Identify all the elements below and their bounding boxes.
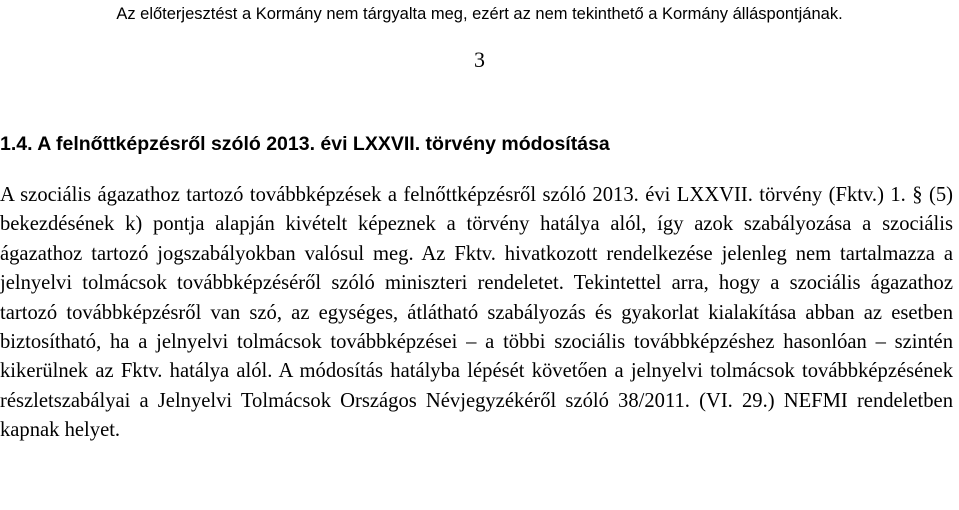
- section-heading: 1.4. A felnőttképzésről szóló 2013. évi LXXVII. törvény módosítása: [0, 133, 610, 155]
- header-disclaimer: Az előterjesztést a Kormány nem tárgyalta meg, ezért az nem tekinthető a Kormány álláspontjának.: [116, 5, 843, 23]
- body-paragraph: A szociális ágazathoz tartozó továbbképzések a felnőttképzésről szóló 2013. évi LXXVII. törvény (Fktv.) 1. § (5) bekezdésének k) pontja alapján kivételt képeznek a törvény hatálya alól, így azok szabályozása a szociális ágazathoz tartozó jogszabályokban valósul meg. Az Fktv. hivatkozott rendelkezése jelenleg nem tartalmazza a jelnyelvi tolmácsok továbbképzéséről szóló miniszteri rendeletet. Tekintettel arra, hogy a szociális ágazathoz tartozó továbbképzésről van szó, az egységes, átlátható szabályozás és gyakorlat kialakítása abban az esetben biztosítható, ha a jelnyelvi tolmácsok továbbképzései – a többi szociális továbbképzéshez hasonlóan – szintén kikerülnek az Fktv. hatálya alól. A módosítás hatályba lépését követően a jelnyelvi tolmácsok továbbképzésének részletszabályai a Jelnyelvi Tolmácsok Országos Névjegyzékéről szóló 38/2011. (VI. 29.) NEFMI rendeletben kapnak helyet.: [0, 184, 953, 442]
- page-number: 3: [474, 47, 485, 72]
